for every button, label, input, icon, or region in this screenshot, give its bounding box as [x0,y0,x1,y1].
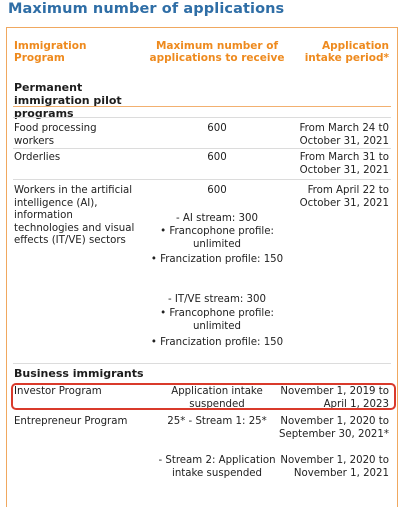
detail-ai-stream: - AI stream: 300 [176,213,258,224]
column-header-program: Immigration Program [14,40,87,64]
detail-itve-francophone: • Francophone profile: unlimited [160,308,274,332]
column-header-period: Application intake period* [304,40,389,64]
investor-program-highlight [11,383,396,410]
period-orderlies: From March 31 to October 31, 2021 [299,152,389,176]
max-entrepreneur-stream2: - Stream 2: Application intake suspended [158,455,276,479]
max-ai-itve: 600 [207,185,227,196]
program-investor: Investor Program [14,386,102,397]
max-orderlies: 600 [207,152,227,163]
row-divider [13,148,391,149]
period-ai-itve: From April 22 to October 31, 2021 [299,185,389,209]
period-entrepreneur-stream2: November 1, 2020 to November 1, 2021 [280,455,389,479]
detail-ai-francophone: • Francophone profile: unlimited [160,226,274,250]
max-entrepreneur: 25* - Stream 1: 25* [167,416,267,427]
period-food-processing: From March 24 t0 October 31, 2021 [299,123,389,147]
section-divider [13,363,391,364]
page-title: Maximum number of applications [8,1,285,17]
period-investor: November 1, 2019 to April 1, 2023 [280,386,389,410]
detail-itve-stream: - IT/VE stream: 300 [167,294,267,305]
applications-table [6,27,398,507]
row-divider [13,179,391,180]
row-divider [13,117,391,118]
program-food-processing: Food processing workers [14,123,97,147]
detail-ai-francization: • Francization profile: 150 [150,254,284,265]
max-food-processing: 600 [207,123,227,134]
detail-itve-francization: • Francization profile: 150 [150,337,284,348]
section-title-business: Business immigrants [14,367,144,380]
program-orderlies: Orderlies [14,152,61,163]
program-entrepreneur: Entrepreneur Program [14,416,128,427]
program-ai-itve: Workers in the artificial intelligence (AI), information technologies and visual effects (IT/VE) sectors [14,185,135,247]
column-header-max: Maximum number of applications to receive [149,40,285,64]
max-investor: Application intake suspended [171,386,263,410]
section-title-permanent: Permanent immigration pilot programs [14,81,122,120]
period-entrepreneur: November 1, 2020 to September 30, 2021* [278,416,389,440]
